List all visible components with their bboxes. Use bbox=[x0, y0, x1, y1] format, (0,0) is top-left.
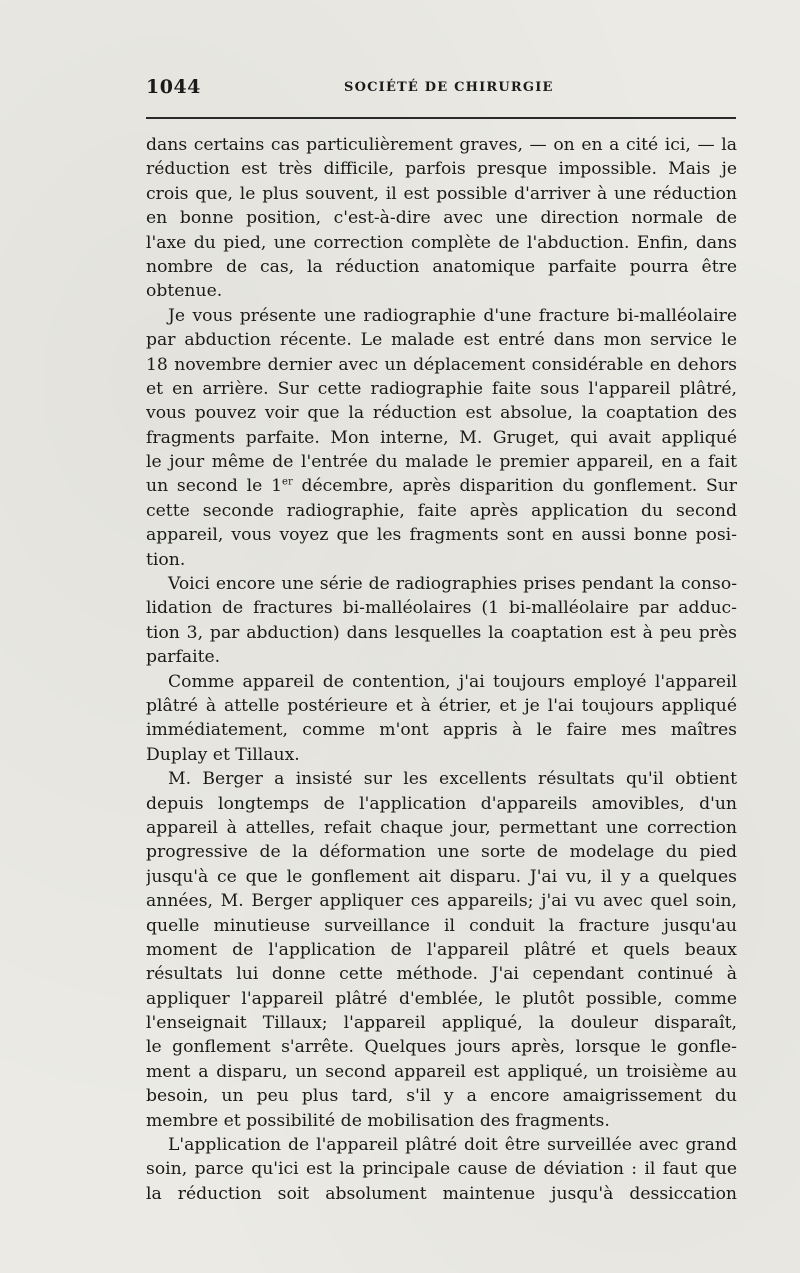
text-line: depuis longtemps de l'application d'appareils amovibles, d'un bbox=[146, 793, 737, 814]
text-line: crois que, le plus souvent, il est possible d'arriver à une réduction bbox=[146, 183, 737, 204]
text-line: Voici encore une série de radiographies prises pendant la conso- bbox=[168, 574, 737, 595]
text-line: parfaite. bbox=[146, 647, 221, 668]
text-line: dans certains cas particulièrement graves, — on en a cité ici, — la bbox=[146, 135, 737, 155]
text-line: par abduction récente. Le malade est entré dans mon service le bbox=[146, 330, 737, 351]
text-line: un second le 1er décembre, après disparition du gonflement. Sur bbox=[146, 476, 737, 497]
text-line: obtenue. bbox=[146, 281, 223, 302]
text-line: le jour même de l'entrée du malade le premier appareil, en a fait bbox=[146, 452, 737, 473]
text-line: M. Berger a insisté sur les excellents résultats qu'il obtient bbox=[168, 769, 737, 790]
body-text bbox=[146, 133, 737, 1206]
text-line: quelle minutieuse surveillance il conduit la fracture jusqu'au bbox=[146, 915, 737, 936]
text-line: et en arrière. Sur cette radiographie faite sous l'appareil plâtré, bbox=[146, 378, 737, 399]
text-line: appareil, vous voyez que les fragments sont en aussi bonne posi- bbox=[146, 525, 737, 546]
text-line: jusqu'à ce que le gonflement ait disparu. J'ai vu, il y a quelques bbox=[146, 866, 737, 887]
page-header bbox=[146, 76, 736, 102]
text-line: tion 3, par abduction) dans lesquelles la coaptation est à peu près bbox=[146, 622, 737, 643]
text-line: la réduction soit absolument maintenue jusqu'à dessiccation bbox=[146, 1183, 737, 1204]
text-line: besoin, un peu plus tard, s'il y a encore amaigrissement du bbox=[146, 1086, 737, 1107]
text-line: Comme appareil de contention, j'ai toujours employé l'appareil bbox=[168, 671, 737, 692]
text-line: progressive de la déformation une sorte de modelage du pied bbox=[146, 842, 737, 863]
text-line: réduction est très difficile, parfois presque impossible. Mais je bbox=[146, 159, 737, 180]
text-line: le gonflement s'arrête. Quelques jours après, lorsque le gonfle- bbox=[146, 1037, 737, 1058]
header-rule bbox=[146, 117, 736, 119]
text-line: nombre de cas, la réduction anatomique parfaite pourra être bbox=[146, 256, 737, 277]
text-line: l'axe du pied, une correction complète de l'abduction. Enfin, dans bbox=[146, 232, 737, 253]
text-line: Je vous présente une radiographie d'une fracture bi-malléolaire bbox=[168, 305, 737, 326]
text-line: plâtré à attelle postérieure et à étrier, et je l'ai toujours appliqué bbox=[146, 695, 737, 716]
text-line: résultats lui donne cette méthode. J'ai cependant continué à bbox=[146, 964, 737, 985]
text-line: cette seconde radiographie, faite après application du second bbox=[146, 500, 737, 521]
running-head: SOCIÉTÉ DE CHIRURGIE bbox=[344, 80, 554, 95]
text-line: lidation de fractures bi-malléolaires (1 bi-malléolaire par adduc- bbox=[146, 598, 737, 619]
text-line: en bonne position, c'est-à-dire avec une direction normale de bbox=[146, 208, 737, 229]
text-line: Duplay et Tillaux. bbox=[146, 744, 300, 765]
text-line: immédiatement, comme m'ont appris à le faire mes maîtres bbox=[146, 720, 737, 741]
text-line: vous pouvez voir que la réduction est absolue, la coaptation des bbox=[146, 403, 737, 424]
text-line: l'enseignait Tillaux; l'appareil appliqué, la douleur disparaît, bbox=[146, 1013, 737, 1034]
text-line: 18 novembre dernier avec un déplacement considérable en dehors bbox=[146, 354, 737, 375]
ordinal-suffix: er bbox=[282, 476, 293, 488]
text-line: L'application de l'appareil plâtré doit être surveillée avec grand bbox=[168, 1135, 737, 1156]
text-line: appliquer l'appareil plâtré d'emblée, le plutôt possible, comme bbox=[146, 988, 737, 1009]
text-line: tion. bbox=[146, 549, 186, 570]
text-line: moment de l'application de l'appareil plâtré et quels beaux bbox=[146, 939, 737, 960]
text-line: ment a disparu, un second appareil est appliqué, un troisième au bbox=[146, 1061, 737, 1082]
text-line: appareil à attelles, refait chaque jour, permettant une correction bbox=[146, 817, 737, 838]
text-line: soin, parce qu'ici est la principale cause de déviation : il faut que bbox=[146, 1159, 737, 1180]
text-line: années, M. Berger appliquer ces appareils; j'ai vu avec quel soin, bbox=[146, 891, 737, 912]
text-line: membre et possibilité de mobilisation des fragments. bbox=[146, 1110, 610, 1131]
page-number: 1044 bbox=[146, 76, 201, 98]
text-line: fragments parfaite. Mon interne, M. Gruget, qui avait appliqué bbox=[146, 427, 737, 448]
